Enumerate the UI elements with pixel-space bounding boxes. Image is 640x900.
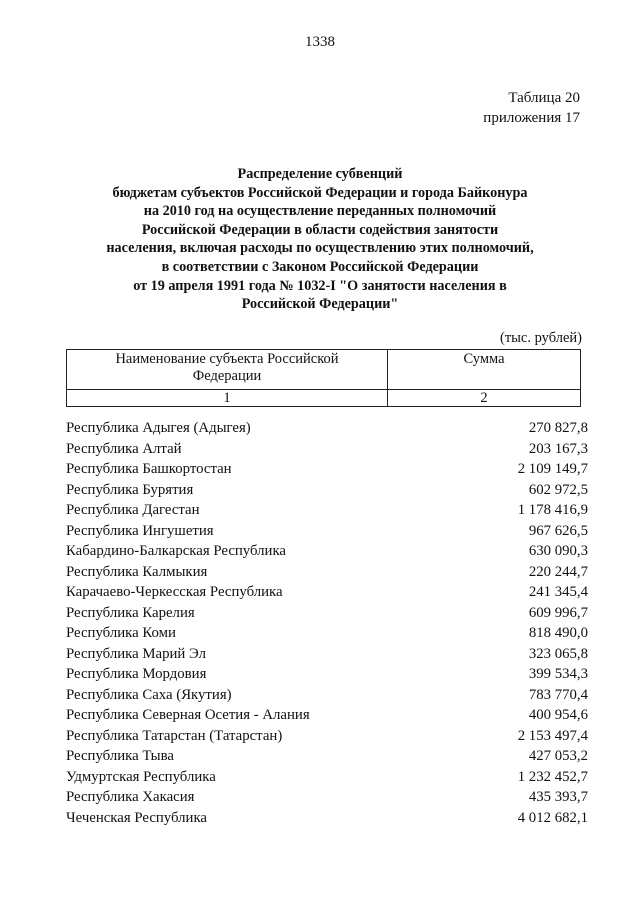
region-name: Республика Марий Эл [66,645,206,662]
table-row [66,644,588,665]
region-amount: 2 153 497,4 [517,727,588,744]
region-name: Республика Северная Осетия - Алания [66,707,310,723]
column-header-name [67,350,388,390]
region-name: Чеченская Республика [66,809,208,826]
region-name: Республика Калмыкия [66,563,208,580]
title-line: на 2010 год на осуществление переданных полномочий [143,203,497,220]
region-name: Республика Бурятия [66,481,194,498]
table-row [66,767,588,788]
region-amount: 1 232 452,7 [517,768,588,785]
region-amount: 270 827,8 [528,420,588,436]
region-name: Республика Адыгея (Адыгея) [66,420,251,436]
table-reference [483,88,580,128]
region-amount: 630 090,3 [528,543,588,559]
region-amount: 783 770,4 [528,686,588,703]
title-line: населения, включая расходы по осуществлению этих полномочий, [106,240,534,257]
region-amount: 4 012 682,1 [517,809,588,826]
page-number: 1338 [305,34,335,50]
table-row [66,808,588,829]
region-amount: 435 393,7 [528,789,588,805]
table-header [66,349,581,407]
table-row [66,726,588,747]
table-row [66,480,588,501]
table-row [66,705,588,726]
table-reference-line2: приложения 17 [483,110,580,126]
region-name: Республика Ингушетия [66,522,214,539]
region-amount: 399 534,3 [528,666,588,682]
document-title [60,165,580,314]
region-amount: 203 167,3 [528,440,588,457]
region-amount: 323 065,8 [528,645,588,662]
region-name: Республика Мордовия [66,666,207,682]
region-name: Республика Дагестан [66,502,200,518]
region-name: Республика Карелия [66,604,195,621]
units-label: (тыс. рублей) [500,330,582,346]
column-number-2: 2 [388,390,581,407]
table-row [66,418,588,439]
table-row [66,459,588,480]
region-name: Республика Коми [66,625,176,641]
column-header-amount: Сумма [388,350,581,390]
table-row [66,685,588,706]
title-line: Российской Федерации в области содействия занятости [141,221,499,238]
table-row [66,521,588,542]
table-row [66,664,588,685]
region-amount: 427 053,2 [528,748,588,764]
table-body [66,418,588,828]
column-header-name-line1: Наименование субъекта Российской [115,351,339,367]
table-row [66,623,588,644]
region-amount: 609 996,7 [528,604,588,621]
region-name: Республика Тыва [66,748,174,764]
table-row [66,603,588,624]
region-name: Республика Хакасия [66,789,195,805]
title-line: в соответствии с Законом Российской Федерации [161,258,479,275]
region-amount: 602 972,5 [528,481,588,498]
table-row [66,562,588,583]
region-amount: 818 490,0 [528,625,588,641]
table-row [66,500,588,521]
region-name: Республика Алтай [66,440,182,457]
region-amount: 967 626,5 [528,522,588,539]
region-amount: 1 178 416,9 [517,502,588,518]
region-name: Республика Башкортостан [66,461,232,477]
region-name: Карачаево-Черкесская Республика [66,584,283,600]
table-row [66,787,588,808]
table-row [66,582,588,603]
region-name: Республика Саха (Якутия) [66,686,232,703]
region-amount: 220 244,7 [528,563,588,580]
region-amount: 2 109 149,7 [517,461,588,477]
title-line: бюджетам субъектов Российской Федерации и города Байконура [112,184,528,201]
region-name: Республика Татарстан (Татарстан) [66,727,283,744]
title-line: от 19 апреля 1991 года № 1032-I "О занятости населения в [133,277,507,294]
region-amount: 241 345,4 [528,584,588,600]
table-row [66,439,588,460]
region-name: Удмуртская Республика [66,768,216,785]
table-row [66,746,588,767]
column-header-name-line2: Федерации [192,368,262,384]
region-name: Кабардино-Балкарская Республика [66,543,287,559]
column-number-1: 1 [67,390,388,407]
region-amount: 400 954,6 [528,707,588,723]
table-reference-line1: Таблица 20 [508,90,580,106]
title-line: Распределение субвенций [237,166,403,182]
title-line: Российской Федерации" [241,296,399,313]
table-row [66,541,588,562]
